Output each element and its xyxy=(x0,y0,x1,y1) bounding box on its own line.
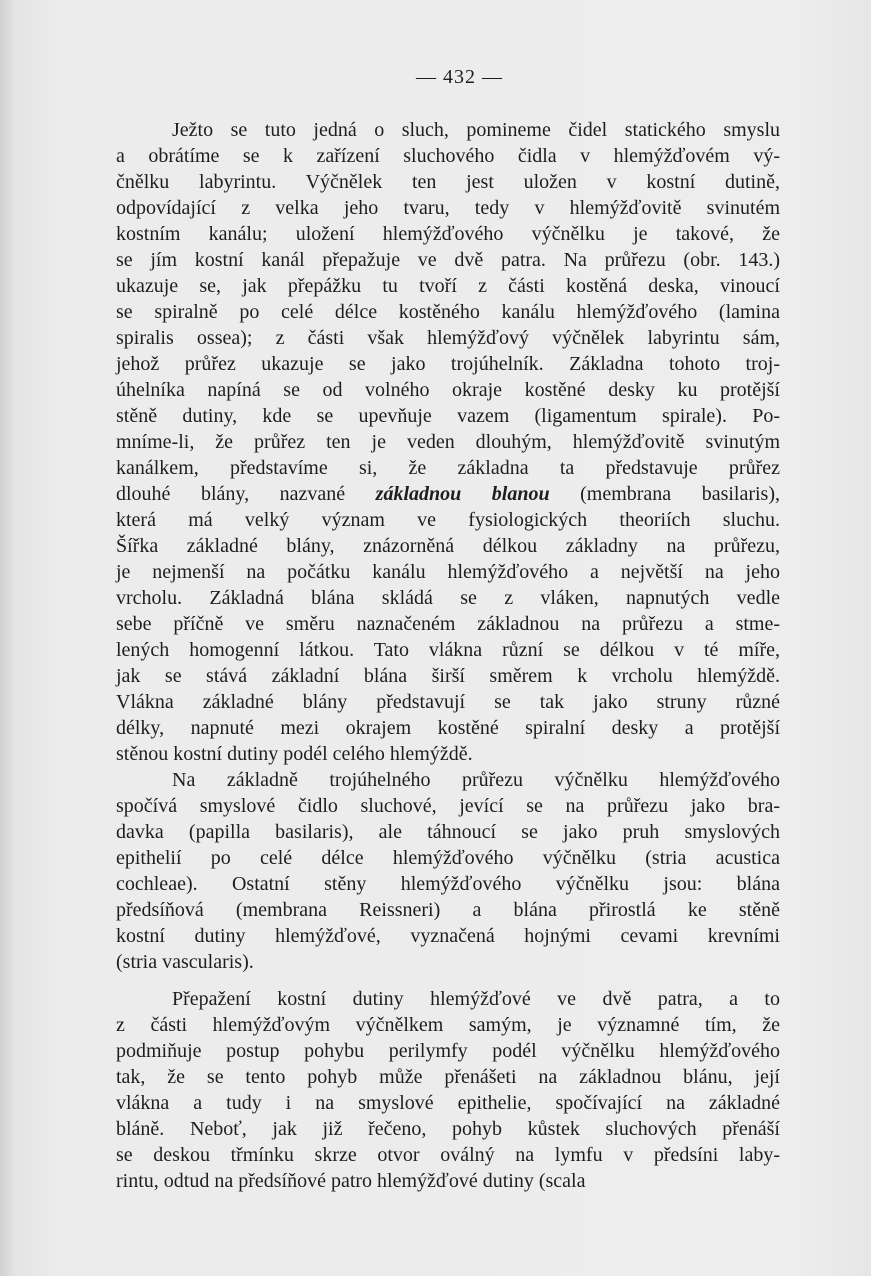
text-line: kanálkem, představíme si, že základna ta představuje průřez xyxy=(116,457,780,479)
text-line: předsíňová (membrana Reissneri) a blána přirostlá ke stěně xyxy=(116,899,780,921)
text-line: sebe příčně ve směru naznačeném základnou na průřezu a stme- xyxy=(116,613,780,635)
text-line: z části hlemýžďovým výčnělkem samým, je významné tím, že xyxy=(116,1014,780,1036)
text-line: stěnou kostní dutiny podél celého hlemýždě. xyxy=(116,743,473,765)
text-line: spiralis ossea); z části však hlemýžďový výčnělek labyrintu sám, xyxy=(116,327,780,349)
text-line: rintu, odtud na předsíňové patro hlemýžďové dutiny (scala xyxy=(116,1170,586,1192)
text-line: davka (papilla basilaris), ale táhnoucí se jako pruh smyslových xyxy=(116,821,780,843)
text-line: lených homogenní látkou. Tato vlákna různí se délkou v té míře, xyxy=(116,639,780,661)
text-line: se jím kostní kanál přepažuje ve dvě patra. Na průřezu (obr. 143.) xyxy=(116,249,780,271)
text-line: čnělku labyrintu. Výčnělek ten jest uložen v kostní dutině, xyxy=(116,171,780,193)
text-line: a obrátíme se k zařízení sluchového čidla v hlemýžďovém vý- xyxy=(116,145,780,167)
text-line: se spiralně po celé délce kostěného kanálu hlemýžďového (lamina xyxy=(116,301,780,323)
text-line: vlákna a tudy i na smyslové epithelie, spočívající na základné xyxy=(116,1092,780,1114)
text-line: jak se stává základní blána širší směrem k vrcholu hlemýždě. xyxy=(116,665,780,687)
text-line: podmiňuje postup pohybu perilymfy podél výčnělku hlemýžďového xyxy=(116,1040,780,1062)
text-line: úhelníka napíná se od volného okraje kostěné desky ku protější xyxy=(116,379,780,401)
emphasized-term: základnou blanou xyxy=(375,483,550,505)
text-line: ukazuje se, jak přepážku tu tvoří z části kostěná deska, vinoucí xyxy=(116,275,780,297)
text-line: vrcholu. Základná blána skládá se z vláken, napnutých vedle xyxy=(116,587,780,609)
text-line: bláně. Neboť, jak již řečeno, pohyb kůstek sluchových přenáší xyxy=(116,1118,780,1140)
text-line: kostním kanálu; uložení hlemýžďového výčnělku je takové, že xyxy=(116,223,780,245)
text-line: která má velký význam ve fysiologických theoriích sluchu. xyxy=(116,509,780,531)
text-line: spočívá smyslové čidlo sluchové, jevící se na průřezu jako bra- xyxy=(116,795,780,817)
text-line: jehož průřez ukazuje se jako trojúhelník. Základna tohoto troj- xyxy=(116,353,780,375)
text-line: epithelií po celé délce hlemýžďového výčnělku (stria acustica xyxy=(116,847,780,869)
text-line: (stria vascularis). xyxy=(116,951,254,973)
text-line: Vlákna základné blány představují se tak jako struny různé xyxy=(116,691,780,713)
text-line: cochleae). Ostatní stěny hlemýžďového výčnělku jsou: blána xyxy=(116,873,780,895)
paragraph xyxy=(116,767,780,975)
text-line: kostní dutiny hlemýžďové, vyznačená hojnými cevami krevními xyxy=(116,925,780,947)
body-text xyxy=(116,117,780,1194)
text-segment: (membrana basilaris), xyxy=(549,483,781,505)
text-line: Šířka základné blány, znázorněná délkou základny na průřezu, xyxy=(116,535,780,557)
text-line: odpovídající z velka jeho tvaru, tedy v hlemýžďovitě svinutém xyxy=(116,197,780,219)
text-line xyxy=(116,481,780,507)
text-line: je nejmenší na počátku kanálu hlemýžďového a největší na jeho xyxy=(116,561,780,583)
paragraph xyxy=(116,986,780,1194)
paragraph xyxy=(116,117,780,767)
text-line: stěně dutiny, kde se upevňuje vazem (ligamentum spirale). Po- xyxy=(116,405,780,427)
text-line: délky, napnuté mezi okrajem kostěné spiralní desky a protější xyxy=(116,717,780,739)
text-line: Přepažení kostní dutiny hlemýžďové ve dvě patra, a to xyxy=(172,988,780,1010)
text-line: tak, že se tento pohyb může přenášeti na základnou blánu, její xyxy=(116,1066,780,1088)
text-line: mníme-li, že průřez ten je veden dlouhým, hlemýžďovitě svinutým xyxy=(116,431,780,453)
text-line: se deskou třmínku skrze otvor oválný na lymfu v předsíni laby- xyxy=(116,1144,780,1166)
text-line: Ježto se tuto jedná o sluch, pomineme čidel statického smyslu xyxy=(172,119,780,141)
text-segment: dlouhé blány, nazvané xyxy=(116,483,376,505)
text-line: Na základně trojúhelného průřezu výčnělku hlemýžďového xyxy=(172,769,780,791)
page-number: — 432 — xyxy=(416,66,503,88)
